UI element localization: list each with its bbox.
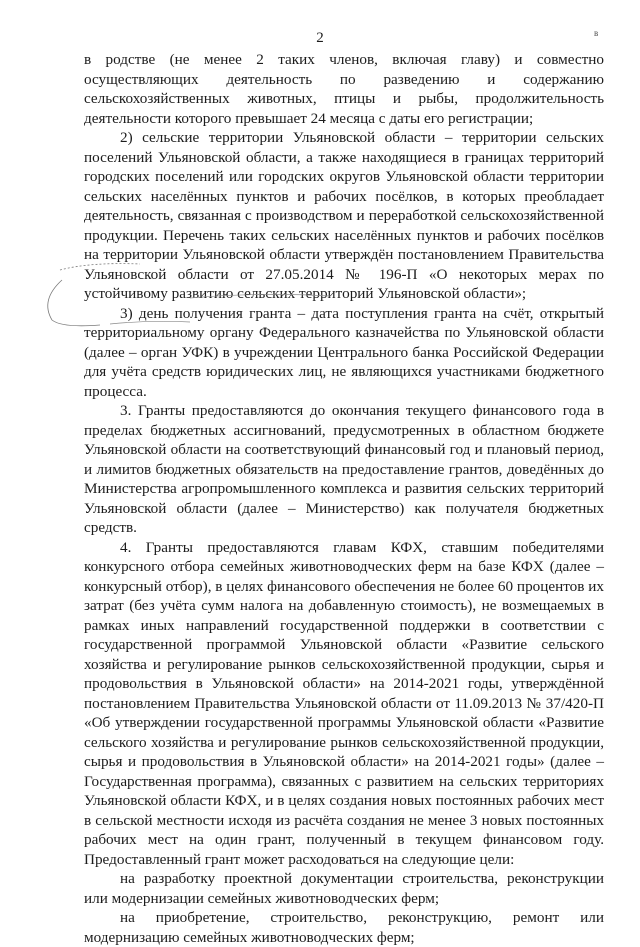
paragraph-clause-3: 3. Гранты предоставляются до окончания текущего финансового года в пределах бюджетных ассигнований, предусмотренных в областном бюджете Ульяновской области на соответствующий финансовый год и плановый период, и лимитов бюджетных обязательств на предоставление грантов, доведённых до Министерства агропромышленного комплекса и развития сельских территорий Ульяновской области (далее – Министерство) как получателя бюджетных средств. <box>84 402 604 536</box>
corner-mark: в <box>594 28 599 38</box>
page-number: 2 <box>316 30 324 46</box>
paragraph-item-3: 3) день получения гранта – дата поступления гранта на счёт, открытый территориальному органу Федерального казначейства по Ульяновской области (далее – орган УФК) в учреждении Центрального банка Российской Федерации для учёта средств юридических лиц, не являющихся участниками бюджетного процесса. <box>84 304 604 400</box>
paragraph-item-2: 2) сельские территории Ульяновской области – территории сельских поселений Ульяновской области, а также находящиеся в границах территорий городских поселений или городских округов Ульяновской области территории сельских населённых пунктов и рабочих посёлков, в которых преобладает деятельность, связанная с производством и переработкой сельскохозяйственной продукции. Перечень таких сельских населённых пунктов и рабочих посёлков на территории Ульяновской области утверждён постановлением Правительства Ульяновской области от 27.05.2014 № 196-П «О некоторых мерах по устойчивому развитию сельских территорий Ульяновской области»; <box>84 129 604 302</box>
paragraph-purpose-acquisition: на приобретение, строительство, реконструкцию, ремонт или модернизацию семейных животноводческих ферм; <box>84 909 604 946</box>
paragraph-continuation: в родстве (не менее 2 таких членов, включая главу) и совместно осуществляющих деятельность по разведению и содержанию сельскохозяйственных животных, птицы и рыбы, продолжительность деятельности которого превышает 24 месяца с даты его регистрации; <box>84 51 604 127</box>
document-body <box>84 50 604 947</box>
paragraph-purpose-design: на разработку проектной документации строительства, реконструкции или модернизации семейных животноводческих ферм; <box>84 870 604 907</box>
paragraph-clause-4: 4. Гранты предоставляются главам КФХ, ставшим победителями конкурсного отбора семейных животноводческих ферм на базе КФХ (далее – конкурсный отбор), в целях финансового обеспечения не более 60 процентов их затрат (без учёта сумм налога на добавленную стоимость), не возмещаемых в рамках иных направлений государственной поддержки в соответствии с государственной программой Ульяновской области «Развитие сельского хозяйства и регулирование рынков сельскохозяйственной продукции, сырья и продовольствия в Ульяновской области» на 2014-2021 годы, утверждённой постановлением Правительства Ульяновской области от 11.09.2013 № 37/420-П «Об утверждении государственной программы Ульяновской области «Развитие сельского хозяйства и регулирование рынков сельскохозяйственной продукции, сырья и продовольствия в Ульяновской области» на 2014-2021 годы» (далее – Государственная программа), связанных с развитием на сельских территориях Ульяновской области КФХ, и в целях создания новых постоянных рабочих мест в сельской местности исходя из расчёта создания не менее 3 новых постоянных рабочих мест на один грант, полученный в текущем финансовом году. Предоставленный грант может расходоваться на следующие цели: <box>84 538 604 868</box>
